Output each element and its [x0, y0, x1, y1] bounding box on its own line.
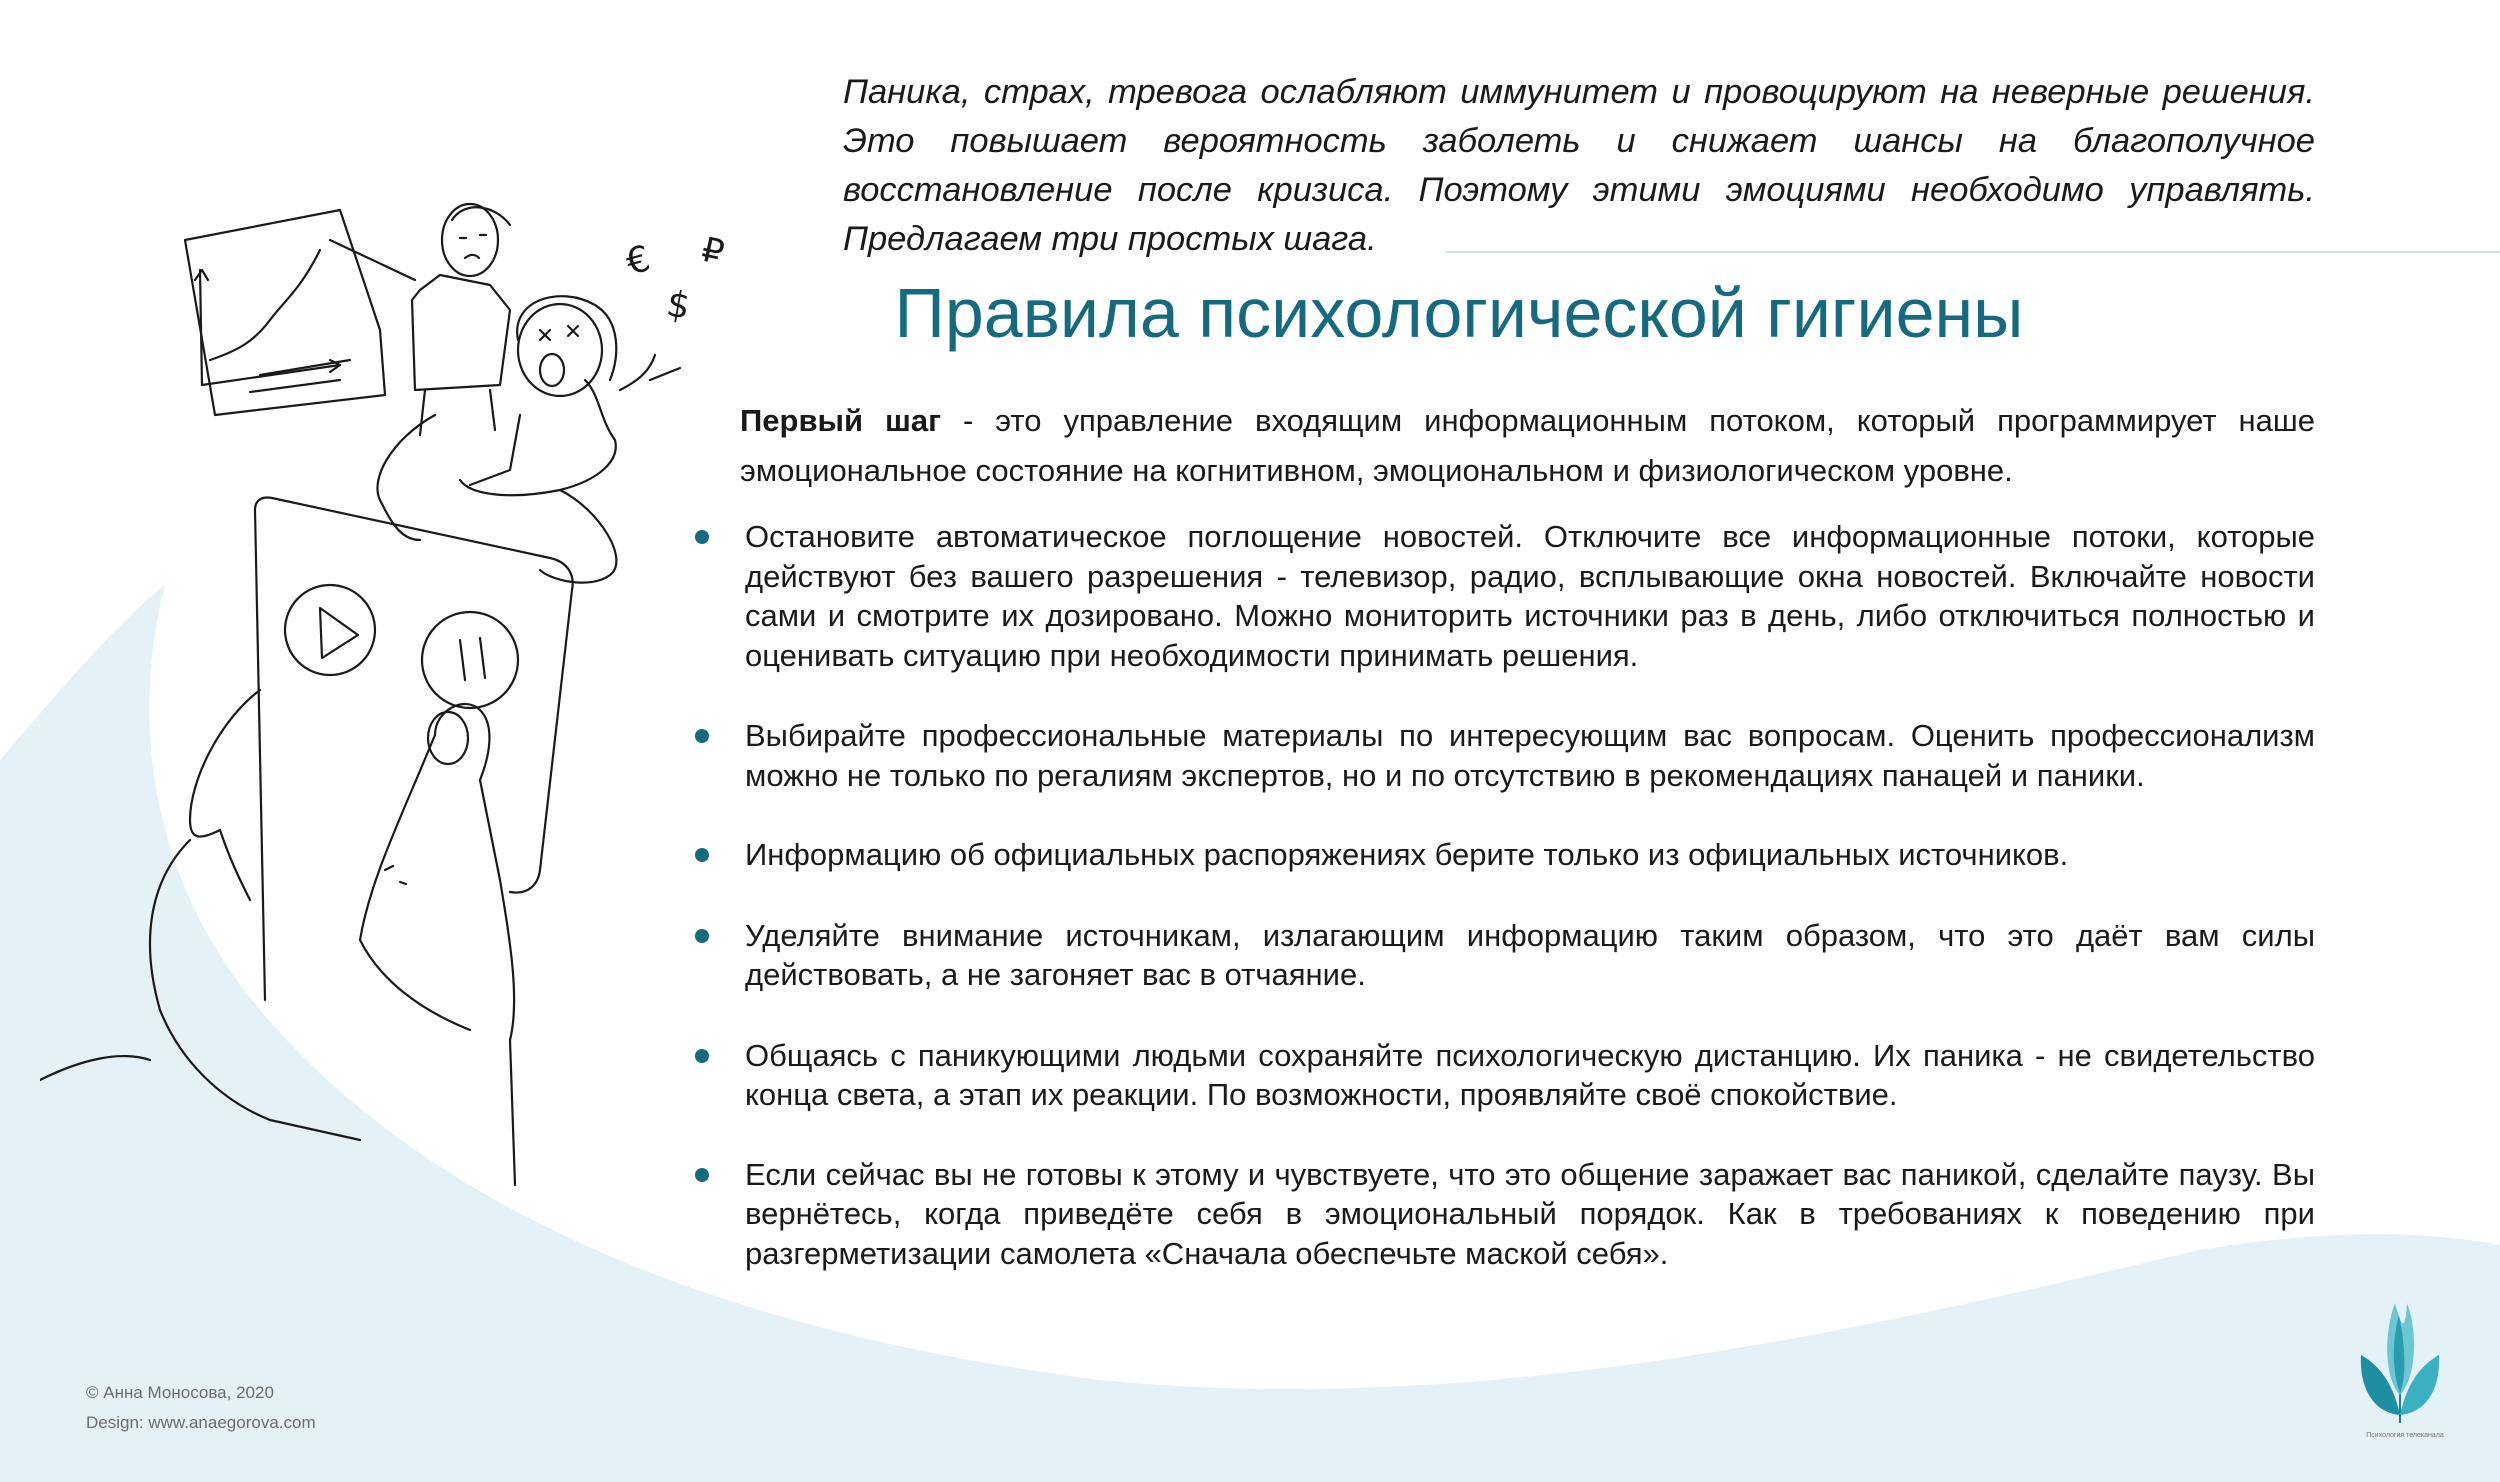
screaming-woman-drawing	[377, 296, 680, 582]
copyright-text: © Анна Моносова, 2020	[86, 1383, 274, 1402]
chart-sheet-drawing	[185, 210, 385, 415]
divider-line	[1445, 251, 2500, 253]
tulip-logo-icon	[2355, 1295, 2445, 1435]
intro-paragraph: Паника, страх, тревога ослабляют иммунитет и провоцируют на неверные решения. Это повышает вероятность заболеть и снижает шансы на благополучное восстановление после кризиса. Поэтому этими эмоциями необходимо управлять. Предлагаем три простых шага.	[843, 73, 2315, 258]
list-item-text: Общаясь с паникующими людьми сохраняйте психологическую дистанцию. Их паника - не свидетельство конца света, а этап их реакции. По возможности, проявляйте своё спокойствие.	[745, 1037, 2315, 1112]
list-item	[745, 916, 2315, 995]
list-item-text: Если сейчас вы не готовы к этому и чувствуете, что это общение заражает вас паникой, сделайте паузу. Вы вернётесь, когда приведёте себя в эмоциональный порядок. Как в требованиях к поведению при разгерметизации самолета «Сначала обеспечьте маской себя».	[745, 1156, 2315, 1271]
list-item	[745, 517, 2315, 675]
list-item-text: Выбирайте профессиональные материалы по интересующим вас вопросам. Оценить профессионализм можно не только по регалиям экспертов, но и по отсутствию в рекомендациях панацей и паники.	[745, 718, 2315, 793]
list-item-text: Уделяйте внимание источникам, излагающим информацию таким образом, что это даёт вам силы действовать, а не загоняет вас в отчаяние.	[745, 917, 2315, 992]
stick-man-drawing	[330, 204, 510, 435]
footer-credits	[86, 1378, 316, 1438]
bullet-dot	[695, 848, 709, 862]
list-item	[745, 1155, 2315, 1274]
rules-list	[745, 517, 2315, 1273]
page-title: Правила психологической гигиены	[894, 274, 2024, 352]
logo-caption: Психология телеканала	[2366, 1432, 2444, 1439]
list-item-text: Информацию об официальных распоряжениях берите только из официальных источников.	[745, 837, 2069, 872]
list-item	[745, 835, 2315, 875]
bullet-dot	[695, 530, 709, 544]
list-item-text: Остановите автоматическое поглощение новостей. Отключите все информационные потоки, которые действуют без вашего разрешения - телевизор, радио, всплывающие окна новостей. Включайте новости сами и смотрите их дозировано. Можно мониторить источники раз в день, либо отключиться полностью и оценивать ситуацию при необходимости принимать решения.	[745, 519, 2315, 673]
first-step-text: - это управление входящим информационным потоком, который программирует наше эмоциональное состояние на когнитивном, эмоциональном и физиологическом уровне.	[740, 403, 2315, 488]
first-step-paragraph	[740, 396, 2315, 496]
rouble-doodle: ₽	[698, 229, 728, 274]
bullet-dot	[695, 1049, 709, 1063]
first-step-label: Первый шаг	[740, 403, 942, 438]
bullet-dot	[695, 729, 709, 743]
phone-drawing	[255, 498, 573, 1001]
hand-drawing	[40, 690, 515, 1185]
list-item	[745, 1036, 2315, 1115]
euro-doodle: €	[621, 238, 655, 284]
bullet-dot	[695, 1168, 709, 1182]
dollar-doodle: $	[663, 283, 694, 328]
bullet-dot	[695, 929, 709, 943]
list-item	[745, 716, 2315, 795]
design-credit-text: Design: www.anaegorova.com	[86, 1413, 316, 1432]
phone-hand-illustration	[40, 180, 730, 1190]
